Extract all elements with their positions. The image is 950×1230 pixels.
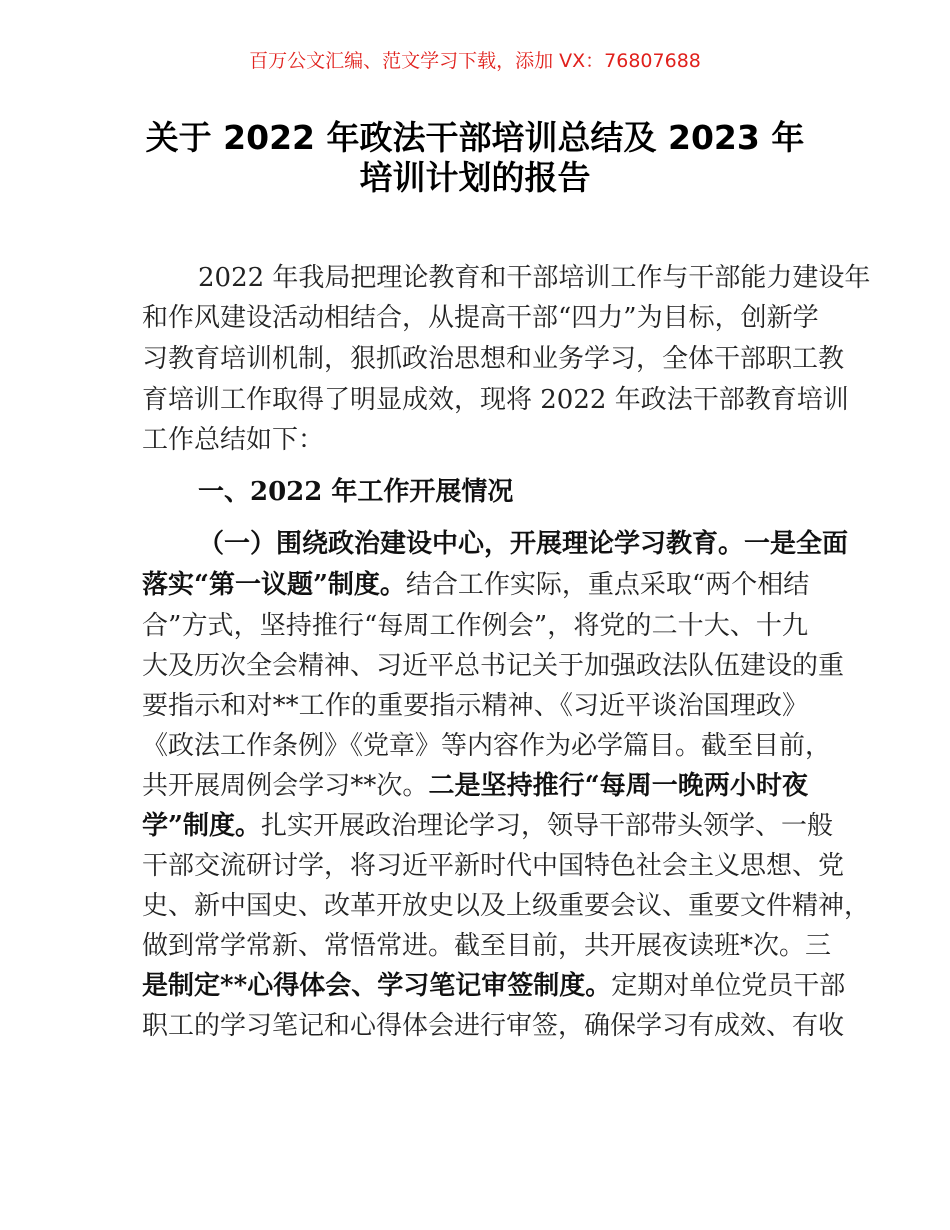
paragraph-line: [142, 849, 845, 883]
paragraph-line: [142, 383, 849, 417]
bold-text: 是制定**心得体会、学习笔记审签制度。: [142, 971, 612, 1001]
body-text: 定期对单位党员干部: [611, 971, 846, 1001]
body-text: 大及历次全会精神、习近平总书记关于加强政法队伍建设的重: [142, 651, 845, 681]
bold-text: 落实“第一议题”制度。: [142, 570, 406, 600]
paragraph-line: [142, 769, 808, 803]
body-text: 《政法工作条例》《党章》等内容作为必学篇目。截至目前，: [142, 731, 832, 761]
body-text: 扎实开展政治理论学习，领导干部带头领学、一般: [260, 811, 833, 841]
paragraph-line: [142, 609, 808, 643]
document-title-line-1: 关于 2022 年政法干部培训总结及 2023 年: [145, 118, 805, 157]
paragraph-line: [142, 889, 871, 923]
body-text: 要指示和对**工作的重要指示精神、《习近平谈治国理政》: [142, 691, 808, 721]
body-text: 史、新中国史、改革开放史以及上级重要会议、重要文件精神，: [142, 891, 871, 921]
paragraph-line: [142, 929, 832, 963]
body-text: 共开展周例会学习**次。: [142, 771, 429, 801]
paragraph-line: [198, 527, 849, 561]
section-heading: [198, 475, 808, 509]
body-text: 结合工作实际，重点采取“两个相结: [405, 570, 810, 600]
paragraph-line: [142, 809, 833, 843]
body-text: 合”方式，坚持推行“每周工作例会”，将党的二十大、十九: [142, 611, 808, 641]
paragraph-line: [142, 423, 808, 457]
body-text: 育培训工作取得了明显成效，现将 2022 年政法干部教育培训: [142, 385, 849, 415]
paragraph-line: [198, 261, 871, 295]
document-title-line-2: 培训计划的报告: [359, 158, 591, 197]
watermark-header: 百万公文汇编、范文学习下载，添加 VX：76807688: [249, 50, 701, 72]
body-text: 习教育培训机制，狠抓政治思想和业务学习，全体干部职工教: [142, 344, 845, 374]
bold-text: （一）围绕政治建设中心，开展理论学习教育。一是全面: [198, 529, 849, 559]
body-text: 工作总结如下：: [142, 425, 325, 455]
paragraph-line: [142, 1009, 845, 1043]
bold-text: 一、2022 年工作开展情况: [198, 477, 514, 507]
paragraph-line: [142, 342, 845, 376]
body-text: 做到常学常新、常悟常进。截至目前，共开展夜读班*次。三: [142, 931, 832, 961]
paragraph-line: [142, 568, 808, 602]
body-text: 干部交流研讨学，将习近平新时代中国特色社会主义思想、党: [142, 851, 845, 881]
paragraph-line: [142, 729, 832, 763]
bold-text: 学”制度。: [142, 811, 261, 841]
bold-text: 二是坚持推行“每周一晚两小时夜: [428, 771, 808, 801]
paragraph-line: [142, 649, 845, 683]
paragraph-line: [142, 301, 819, 335]
paragraph-line: [142, 969, 846, 1003]
body-text: 和作风建设活动相结合，从提高干部“四力”为目标，创新学: [142, 303, 819, 333]
body-text: 2022 年我局把理论教育和干部培训工作与干部能力建设年: [198, 263, 871, 293]
paragraph-line: [142, 689, 808, 723]
body-text: 职工的学习笔记和心得体会进行审签，确保学习有成效、有收: [142, 1011, 845, 1041]
